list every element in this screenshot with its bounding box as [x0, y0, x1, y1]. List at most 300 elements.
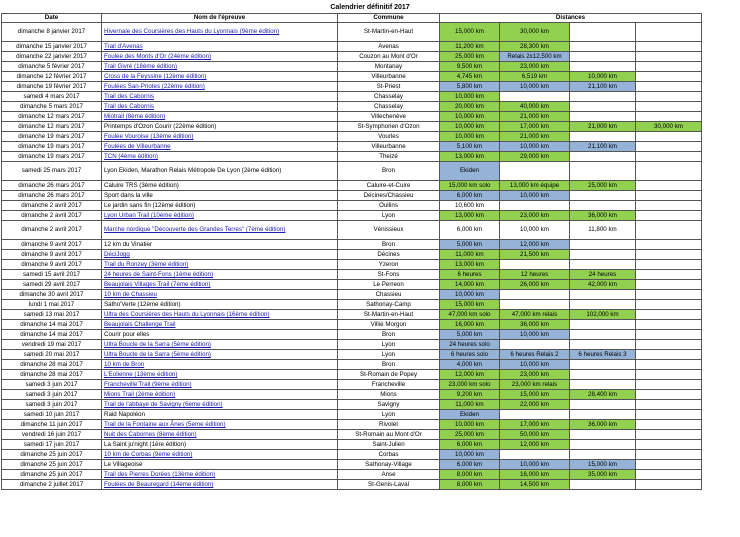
event-date: dimanche 19 mars 2017: [2, 142, 102, 152]
event-commune: Chasselay: [338, 92, 440, 102]
distance-cell: 28,300 km: [500, 42, 570, 52]
event-commune: St-Symphorien d'Ozon: [338, 122, 440, 132]
event-date: dimanche 26 mars 2017: [2, 181, 102, 191]
distance-cell: [636, 340, 702, 350]
table-row: [2, 470, 702, 480]
distance-cell: 10,000 km: [500, 330, 570, 340]
distance-cell: [570, 42, 636, 52]
distance-cell: 10,000 km: [570, 72, 636, 82]
distance-cell: 10,000 km: [500, 82, 570, 92]
event-commune: Caluire-et-Cuire: [338, 181, 440, 191]
distance-cell: [636, 400, 702, 410]
event-date: dimanche 9 avril 2017: [2, 260, 102, 270]
distance-cell: [570, 400, 636, 410]
table-row: [2, 250, 702, 260]
event-name-link[interactable]: Hivernale des Coursières des Hauts du Lyonnais (9ème édition): [102, 23, 338, 42]
distance-cell: 21,500 km: [500, 250, 570, 260]
distance-cell: [500, 300, 570, 310]
event-commune: Vénissieux: [338, 221, 440, 240]
event-name-link[interactable]: Trail de l'abbaye de Savigny (6ème édition): [102, 400, 338, 410]
table-row: [2, 112, 702, 122]
event-name-link[interactable]: Foulées de Villeurbanne: [102, 142, 338, 152]
event-name-link[interactable]: 24 heures de Saint-Fons (1ème édition): [102, 270, 338, 280]
table-row: [2, 92, 702, 102]
event-name-link[interactable]: Ultra Boucle de la Sarra (5ème édition): [102, 350, 338, 360]
event-name-link[interactable]: Marche nordique "Découverte des Grandes Terres" (7ème édition): [102, 221, 338, 240]
distance-cell: [570, 201, 636, 211]
table-row: [2, 390, 702, 400]
distance-cell: [636, 420, 702, 430]
distance-cell: 23,000 km: [500, 211, 570, 221]
distance-cell: 21,000 km: [500, 132, 570, 142]
event-commune: Lyon: [338, 350, 440, 360]
event-commune: St-Romain de Popey: [338, 370, 440, 380]
table-row: [2, 221, 702, 240]
distance-cell: [570, 320, 636, 330]
distance-cell: 24 heures solo: [440, 340, 500, 350]
distance-cell: [636, 191, 702, 201]
distance-cell: 36,000 km: [500, 320, 570, 330]
distance-cell: [500, 92, 570, 102]
table-row: [2, 430, 702, 440]
event-date: dimanche 19 mars 2017: [2, 132, 102, 142]
table-row: [2, 52, 702, 62]
event-name: 12 km du Vinatier: [102, 240, 338, 250]
header-row: [2, 14, 702, 23]
distance-cell: Relais 2x12,500 km: [500, 52, 570, 62]
table-row: [2, 350, 702, 360]
distance-cell: [636, 480, 702, 490]
event-name-link[interactable]: Lyon Urban Trail (10ème édition): [102, 211, 338, 221]
distance-cell: 15,000 km: [440, 23, 500, 42]
table-row: [2, 400, 702, 410]
table-row: [2, 450, 702, 460]
table-row: [2, 280, 702, 290]
distance-cell: 50,000 km: [500, 430, 570, 440]
distance-cell: [500, 201, 570, 211]
distance-cell: [570, 132, 636, 142]
event-commune: St-Romain au Mont d'Or: [338, 430, 440, 440]
event-name: Raid Napoléon: [102, 410, 338, 420]
event-name: Courir pour elles: [102, 330, 338, 340]
event-commune: Mions: [338, 390, 440, 400]
distance-cell: 15,000 km: [500, 390, 570, 400]
distance-cell: 23,000 km: [500, 370, 570, 380]
distance-cell: [636, 320, 702, 330]
distance-cell: [636, 52, 702, 62]
event-name-link[interactable]: 10 km de Corbas (9ème édition): [102, 450, 338, 460]
distance-cell: 20,000 km: [440, 102, 500, 112]
distance-cell: Ekiden: [440, 162, 500, 181]
event-date: dimanche 30 avril 2017: [2, 290, 102, 300]
event-date: dimanche 9 avril 2017: [2, 240, 102, 250]
event-commune: Villeurbanne: [338, 142, 440, 152]
distance-cell: [636, 221, 702, 240]
distance-cell: [636, 310, 702, 320]
event-name-link[interactable]: TCN (4ème édition): [102, 152, 338, 162]
distance-cell: [636, 390, 702, 400]
event-commune: Sathonay-Village: [338, 460, 440, 470]
distance-cell: [570, 290, 636, 300]
distance-cell: [636, 42, 702, 52]
event-date: dimanche 9 avril 2017: [2, 250, 102, 260]
distance-cell: [636, 290, 702, 300]
distance-cell: 12,000 km: [500, 440, 570, 450]
distance-cell: [570, 23, 636, 42]
distance-cell: 4,000 km: [440, 360, 500, 370]
event-commune: St-Priest: [338, 82, 440, 92]
distance-cell: [636, 201, 702, 211]
event-name-link[interactable]: Cross de la Feyssine (12ème édition): [102, 72, 338, 82]
distance-cell: [636, 92, 702, 102]
table-row: [2, 480, 702, 490]
event-commune: Theizé: [338, 152, 440, 162]
distance-cell: [636, 132, 702, 142]
table-row: [2, 440, 702, 450]
event-commune: Anse: [338, 470, 440, 480]
distance-cell: 14,000 km: [440, 280, 500, 290]
table-row: [2, 330, 702, 340]
distance-cell: 11,000 km: [440, 400, 500, 410]
event-commune: Couzon au Mont d'Or: [338, 52, 440, 62]
table-row: [2, 260, 702, 270]
calendar-table: [1, 13, 702, 490]
event-date: dimanche 19 mars 2017: [2, 152, 102, 162]
event-date: dimanche 12 mars 2017: [2, 122, 102, 132]
event-name-link[interactable]: Trail des Cabornis: [102, 102, 338, 112]
header-name: Nom de l'épreuve: [102, 14, 338, 23]
event-date: samedi 20 mai 2017: [2, 350, 102, 360]
event-commune: Sathonay-Camp: [338, 300, 440, 310]
distance-cell: [570, 360, 636, 370]
distance-cell: 12,000 km: [440, 370, 500, 380]
distance-cell: 5,000 km: [440, 240, 500, 250]
event-date: samedi 17 juin 2017: [2, 440, 102, 450]
distance-cell: [636, 142, 702, 152]
event-name-link[interactable]: Nuit des Cabornes (8ème édition): [102, 430, 338, 440]
event-name-link[interactable]: 10 km de Chassieu: [102, 290, 338, 300]
distance-cell: 15,000 km: [440, 300, 500, 310]
distance-cell: 10,000 km: [440, 450, 500, 460]
distance-cell: [570, 52, 636, 62]
event-name-link[interactable]: Beaujolais Villages Trail (7ème édition): [102, 280, 338, 290]
event-name: Caluire TRS (3ème édition): [102, 181, 338, 191]
distance-cell: Ekiden: [440, 410, 500, 420]
event-name: Le jardin sans fin (12ème édition): [102, 201, 338, 211]
distance-cell: [636, 450, 702, 460]
table-row: [2, 211, 702, 221]
distance-cell: [570, 370, 636, 380]
distance-cell: 25,000 km: [440, 430, 500, 440]
distance-cell: [636, 23, 702, 42]
event-name: Satho'Verte (12ème édition): [102, 300, 338, 310]
event-commune: St-Martin-en-Haut: [338, 310, 440, 320]
header-date: Date: [2, 14, 102, 23]
distance-cell: [570, 480, 636, 490]
event-name: La Saint ju'night (1ère édition): [102, 440, 338, 450]
distance-cell: 13,000 km équipe: [500, 181, 570, 191]
event-name-link[interactable]: Trail des Cabornis: [102, 92, 338, 102]
distance-cell: 6 heures Relais 3: [570, 350, 636, 360]
event-date: dimanche 2 avril 2017: [2, 201, 102, 211]
event-date: dimanche 22 janvier 2017: [2, 52, 102, 62]
event-date: dimanche 19 février 2017: [2, 82, 102, 92]
distance-cell: [636, 360, 702, 370]
event-commune: Bron: [338, 360, 440, 370]
event-name-link[interactable]: Miotrail (8ème édition): [102, 112, 338, 122]
event-date: vendredi 19 mai 2017: [2, 340, 102, 350]
distance-cell: 17,000 km: [500, 122, 570, 132]
distance-cell: 29,000 km: [500, 152, 570, 162]
distance-cell: [636, 380, 702, 390]
event-name-link[interactable]: Ultra des Coursières des Hauts du Lyonnais (16ème édition): [102, 310, 338, 320]
distance-cell: [636, 260, 702, 270]
distance-cell: 10,000 km: [440, 420, 500, 430]
distance-cell: [636, 430, 702, 440]
event-name-link[interactable]: L'Eolienne (13ème édition): [102, 370, 338, 380]
event-date: dimanche 28 mai 2017: [2, 370, 102, 380]
table-row: [2, 420, 702, 430]
distance-cell: 6,000 km: [440, 460, 500, 470]
event-commune: Oullins: [338, 201, 440, 211]
table-row: [2, 290, 702, 300]
distance-cell: [570, 250, 636, 260]
event-commune: Bron: [338, 240, 440, 250]
table-row: [2, 142, 702, 152]
distance-cell: 28,400 km: [570, 390, 636, 400]
event-commune: Montanay: [338, 62, 440, 72]
distance-cell: 6,000 km: [440, 191, 500, 201]
distance-cell: 21,000 km: [570, 122, 636, 132]
distance-cell: 21,100 km: [570, 82, 636, 92]
event-date: dimanche 5 mars 2017: [2, 102, 102, 112]
distance-cell: [636, 470, 702, 480]
distance-cell: 102,000 km: [570, 310, 636, 320]
distance-cell: [636, 152, 702, 162]
event-name-link[interactable]: Francheville'Trail (9ème édition): [102, 380, 338, 390]
distance-cell: 17,000 km: [500, 420, 570, 430]
table-row: [2, 122, 702, 132]
event-date: samedi 29 avril 2017: [2, 280, 102, 290]
distance-cell: 47,000 km solo: [440, 310, 500, 320]
table-row: [2, 191, 702, 201]
distance-cell: [636, 82, 702, 92]
distance-cell: [636, 280, 702, 290]
distance-cell: 16,000 km: [500, 470, 570, 480]
event-date: dimanche 12 mars 2017: [2, 112, 102, 122]
table-row: [2, 320, 702, 330]
distance-cell: 26,000 km: [500, 280, 570, 290]
distance-cell: 6,000 km: [440, 221, 500, 240]
event-name: Lyon Ekiden, Marathon Relais Métropole De Lyon (2ème édition): [102, 162, 338, 181]
event-date: vendredi 16 juin 2017: [2, 430, 102, 440]
distance-cell: 12 heures: [500, 270, 570, 280]
distance-cell: 10,000 km: [500, 142, 570, 152]
distance-cell: 15,000 km: [570, 460, 636, 470]
distance-cell: 11,200 km: [440, 42, 500, 52]
distance-cell: [636, 112, 702, 122]
distance-cell: 35,000 km: [570, 470, 636, 480]
distance-cell: [636, 440, 702, 450]
event-name-link[interactable]: Trail d'Avenas: [102, 42, 338, 52]
table-row: [2, 370, 702, 380]
distance-cell: [636, 350, 702, 360]
event-commune: Francheville: [338, 380, 440, 390]
event-date: dimanche 28 mai 2017: [2, 360, 102, 370]
table-row: [2, 201, 702, 211]
distance-cell: 10,000 km: [500, 460, 570, 470]
distance-cell: [570, 191, 636, 201]
event-date: dimanche 2 avril 2017: [2, 211, 102, 221]
distance-cell: 5,800 km: [440, 82, 500, 92]
event-name-link[interactable]: Foulées de Beauregard (14ème édition): [102, 480, 338, 490]
event-commune: St-Genis-Laval: [338, 480, 440, 490]
distance-cell: 30,000 km: [500, 23, 570, 42]
distance-cell: 36,000 km: [570, 211, 636, 221]
event-date: dimanche 12 février 2017: [2, 72, 102, 82]
distance-cell: 40,000 km: [500, 102, 570, 112]
table-row: [2, 132, 702, 142]
event-name-link[interactable]: Mions Trail (2ème édition): [102, 390, 338, 400]
distance-cell: [570, 162, 636, 181]
distance-cell: 24 heures: [570, 270, 636, 280]
event-commune: Villechenève: [338, 112, 440, 122]
header-distances: Distances: [440, 14, 702, 23]
event-commune: Yzeron: [338, 260, 440, 270]
event-date: samedi 3 juin 2017: [2, 390, 102, 400]
distance-cell: [636, 460, 702, 470]
distance-cell: 5,000 km: [440, 330, 500, 340]
event-date: dimanche 25 juin 2017: [2, 450, 102, 460]
event-date: dimanche 26 mars 2017: [2, 191, 102, 201]
distance-cell: [636, 250, 702, 260]
event-name-link[interactable]: Foulée Vouroise (13ème édition): [102, 132, 338, 142]
distance-cell: 23,000 km: [500, 62, 570, 72]
distance-cell: 47,000 km relais: [500, 310, 570, 320]
event-name: Printemps d'Ozon Courir (22ème édition): [102, 122, 338, 132]
distance-cell: [636, 270, 702, 280]
distance-cell: 6 heures Relais 2: [500, 350, 570, 360]
event-name-link[interactable]: Trail du Ronzey (3ème édition): [102, 260, 338, 270]
distance-cell: 6,000 km: [440, 440, 500, 450]
distance-cell: 25,000 km: [570, 181, 636, 191]
event-date: dimanche 11 juin 2017: [2, 420, 102, 430]
event-date: dimanche 14 mai 2017: [2, 320, 102, 330]
event-commune: St-Martin-en-Haut: [338, 23, 440, 42]
distance-cell: 9,200 km: [440, 390, 500, 400]
distance-cell: 4,745 km: [440, 72, 500, 82]
distance-cell: [636, 62, 702, 72]
distance-cell: [570, 240, 636, 250]
table-row: [2, 380, 702, 390]
distance-cell: 10,000 km: [500, 360, 570, 370]
event-commune: Vourles: [338, 132, 440, 142]
table-row: [2, 181, 702, 191]
distance-cell: 10,000 km: [500, 221, 570, 240]
distance-cell: 6,519 km: [500, 72, 570, 82]
event-date: dimanche 5 février 2017: [2, 62, 102, 72]
event-name-link[interactable]: Trail Givré (18ème édition): [102, 62, 338, 72]
event-commune: Villié Morgon: [338, 320, 440, 330]
distance-cell: 8,000 km: [440, 470, 500, 480]
distance-cell: [500, 260, 570, 270]
event-date: samedi 3 juin 2017: [2, 400, 102, 410]
event-commune: Bron: [338, 330, 440, 340]
distance-cell: 22,000 km: [500, 400, 570, 410]
distance-cell: 15,000 km solo: [440, 181, 500, 191]
distance-cell: 10,000 km: [440, 112, 500, 122]
distance-cell: [570, 112, 636, 122]
event-date: dimanche 25 juin 2017: [2, 460, 102, 470]
table-row: [2, 460, 702, 470]
distance-cell: 23,000 km solo: [440, 380, 500, 390]
event-name-link[interactable]: Foulées San-Priotes (22ème édition): [102, 82, 338, 92]
event-commune: Lyon: [338, 340, 440, 350]
event-name-link[interactable]: DéciJogg: [102, 250, 338, 260]
calendar-body: [2, 23, 702, 490]
distance-cell: [570, 260, 636, 270]
table-row: [2, 410, 702, 420]
event-date: dimanche 25 juin 2017: [2, 470, 102, 480]
distance-cell: 13,000 km: [440, 211, 500, 221]
distance-cell: [500, 290, 570, 300]
event-date: samedi 3 juin 2017: [2, 380, 102, 390]
table-row: [2, 82, 702, 92]
table-row: [2, 72, 702, 82]
distance-cell: [636, 410, 702, 420]
event-name-link[interactable]: Foulée des Monts d'Or (24ème édition): [102, 52, 338, 62]
event-commune: Villeurbanne: [338, 72, 440, 82]
distance-cell: 12,000 km: [500, 240, 570, 250]
distance-cell: 10,000 km: [440, 290, 500, 300]
distance-cell: [570, 300, 636, 310]
distance-cell: 9,500 km: [440, 62, 500, 72]
event-date: samedi 25 mars 2017: [2, 162, 102, 181]
distance-cell: 13,000 km: [440, 260, 500, 270]
event-name-link[interactable]: 10 km de Bron: [102, 360, 338, 370]
event-date: dimanche 2 juillet 2017: [2, 480, 102, 490]
table-row: [2, 300, 702, 310]
distance-cell: 10,000 km: [500, 191, 570, 201]
distance-cell: 10,000 km: [440, 132, 500, 142]
distance-cell: [570, 92, 636, 102]
distance-cell: 14,500 km: [500, 480, 570, 490]
event-commune: Lyon: [338, 410, 440, 420]
distance-cell: [570, 450, 636, 460]
distance-cell: 10,000 km: [440, 122, 500, 132]
event-commune: Chassieu: [338, 290, 440, 300]
event-name-link[interactable]: Ultra Boucle de la Sarra (5ème édition): [102, 340, 338, 350]
event-commune: Savigny: [338, 400, 440, 410]
distance-cell: [570, 440, 636, 450]
header-commune: Commune: [338, 14, 440, 23]
distance-cell: [570, 430, 636, 440]
distance-cell: [570, 102, 636, 112]
event-name-link[interactable]: Trail des Pierres Dorées (13ème édition): [102, 470, 338, 480]
distance-cell: [500, 410, 570, 420]
table-row: [2, 42, 702, 52]
event-date: dimanche 14 mai 2017: [2, 330, 102, 340]
event-name-link[interactable]: Trail de la Fontaine aux Ânes (5eme édition): [102, 420, 338, 430]
event-date: samedi 15 avril 2017: [2, 270, 102, 280]
event-name-link[interactable]: Beaujolais Challenge Trail: [102, 320, 338, 330]
distance-cell: [570, 330, 636, 340]
distance-cell: 23,000 km relais: [500, 380, 570, 390]
distance-cell: [570, 152, 636, 162]
event-name: Le Villageoise: [102, 460, 338, 470]
event-commune: Bron: [338, 162, 440, 181]
distance-cell: 42,000 km: [570, 280, 636, 290]
